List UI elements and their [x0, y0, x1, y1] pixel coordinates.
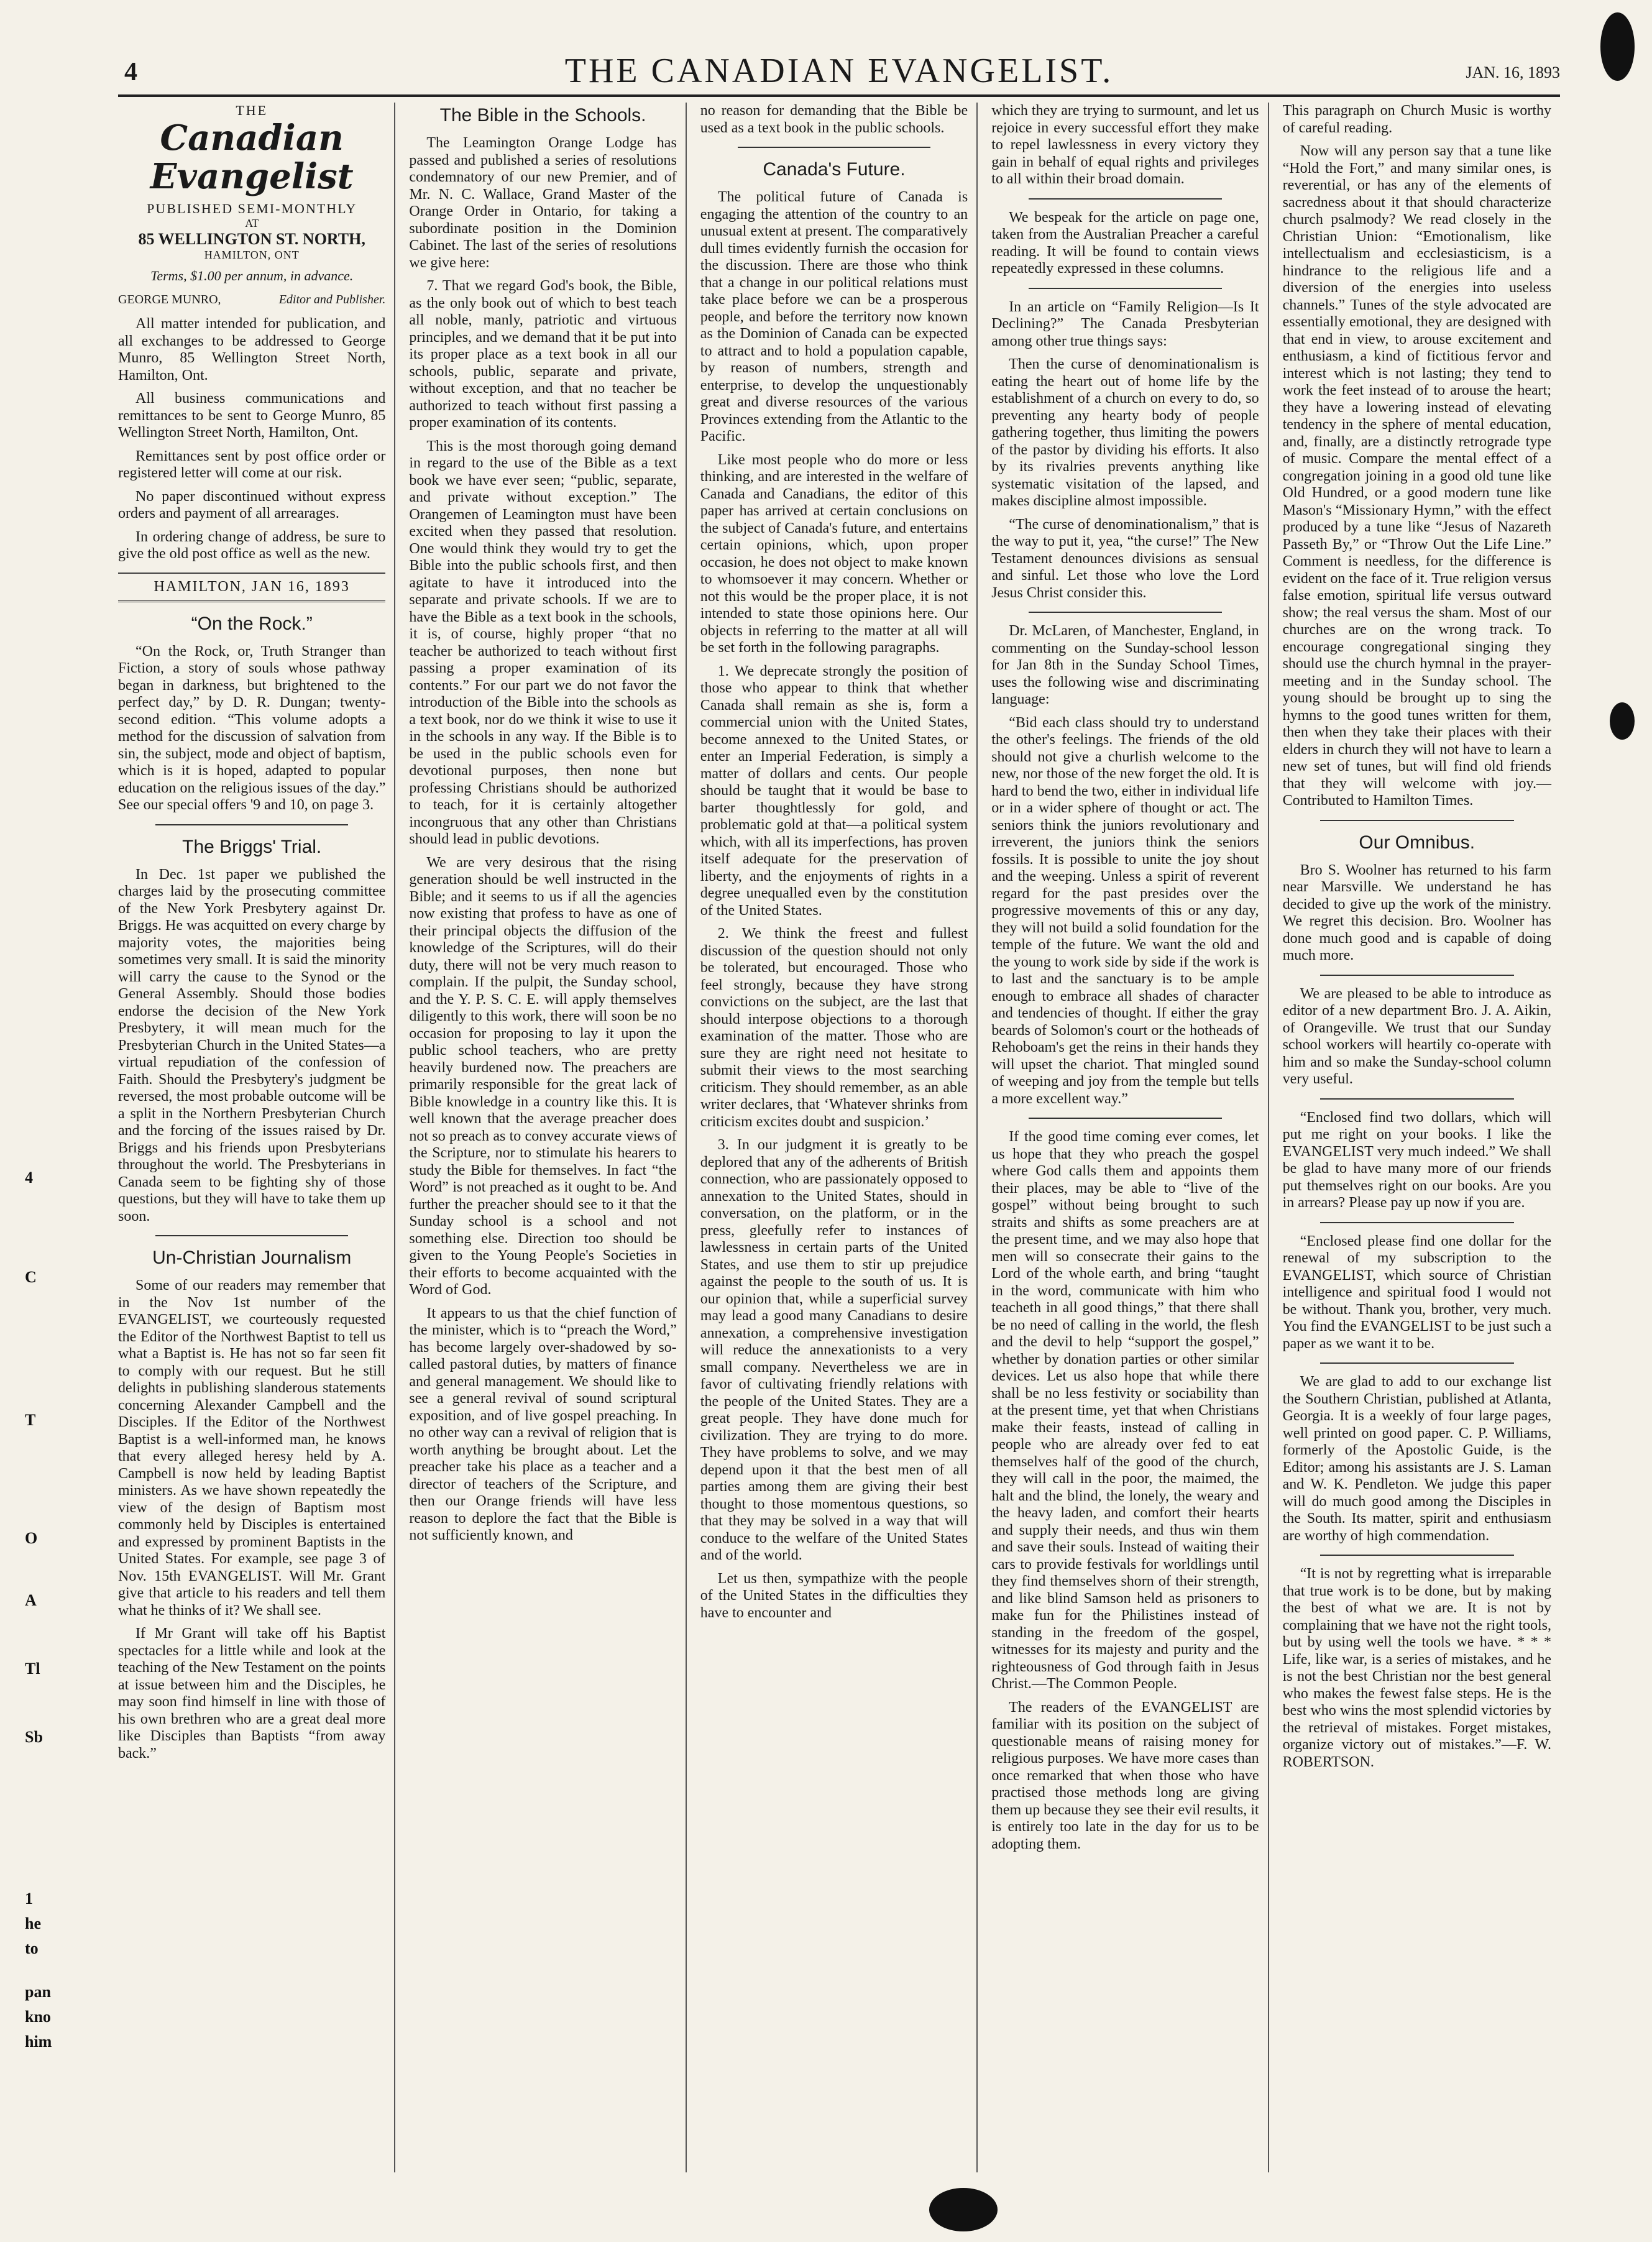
article-paragraph: Let us then, sympathize with the people of the United States in the difficulties they have to encounter and [700, 1570, 968, 1621]
margin-fragment: Tl [25, 1660, 40, 1678]
page-header [118, 51, 1560, 97]
margin-fragment: C [25, 1268, 37, 1286]
margin-fragment: O [25, 1529, 38, 1547]
quoted-paragraph: “It is not by regretting what is irreparable that true work is to be done, but by making the best of what we are. It is not by complaining that we have not the right tools, but by using well the tools we have. * * * Life, like war, is a series of mistakes, and he is not the best Christian nor the best general who makes the fewest false steps. He is the best who wins the most splendid victories by the retrieval of mistakes. Forget mistakes, organize victory out of mistakes.”—F. W. ROBERTSON. [1282, 1566, 1551, 1770]
article-paragraph: In an article on “Family Religion—Is It Declining?” The Canada Presbyterian among other true things says: [991, 298, 1259, 349]
margin-fragment: to [25, 1939, 39, 1957]
article-paragraph: Some of our readers may remember that in the Nov 1st number of the EVANGELIST, we courteously requested the Editor of the Northwest Baptist to tell us what a Baptist is. He has not so far seen fit to comply with our request. But he still delights in publishing slanderous statements concerning Alexander Campbell and the Disciples. If the Editor of the Northwest Baptist is a well-informed man, he knows that every alleged heresy held by A. Campbell is now held by leading Baptist ministers. As we have shown repeatedly the view of the design of Baptism most commonly held by Disciples is entertained and expressed by prominent Baptists in the United States. For example, see page 3 of Nov. 15th EVANGELIST. Will Mr. Grant give that article to his readers and tell them what he thinks of it? We shall see. [118, 1277, 386, 1619]
divider [1320, 820, 1514, 821]
column-5 [1283, 103, 1560, 2172]
masthead-terms: Terms, $1.00 per annum, in advance. [150, 268, 354, 283]
margin-fragment: 1 [25, 1890, 33, 1908]
margin-fragment: pan [25, 1983, 51, 2001]
article-paragraph: no reason for demanding that the Bible be used as a text book in the public schools. [700, 103, 968, 136]
quoted-paragraph: Then the curse of denominationalism is eating the heart out of home life by the establishment of a church on every to do, so preventing any hearty body of people gathering together, thus limiting the powers of the pastor by dividing his efforts. It also by its rivalries prevents anything like systematic visitation of the lapsed, and makes discipline almost impossible. [991, 356, 1259, 509]
margin-fragment: kno [25, 2008, 51, 2026]
margin-fragment: A [25, 1591, 37, 1609]
editor-role: Editor and Publisher. [278, 293, 386, 306]
divider [155, 1235, 348, 1236]
article-paragraph: If Mr Grant will take off his Baptist spectacles for a little while and look at the teaching of the New Testament on the points at issue between him and the Disciples, he may soon find himself in line with those of his own brethren who are a great deal more like Disciples than Baptists “from away back.” [118, 1625, 386, 1762]
article-columns [118, 103, 1560, 2172]
article-heading: Our Omnibus. [1359, 832, 1475, 853]
divider [155, 824, 348, 825]
margin-fragment: him [25, 2033, 52, 2051]
article-paragraph: We are glad to add to our exchange list the Southern Christian, published at Atlanta, Georgia. It is a weekly of four large pages, well printed on good paper. C. P. Williams, formerly of the Apostolic Guide, is the Editor; among his assistants are J. S. Laman and W. K. Pendleton. We judge this paper will do much good among the Disciples in the South. Its matter, spirit and enthusiasm are worthy of high commendation. [1282, 1374, 1551, 1544]
masthead-at: AT [245, 217, 259, 229]
article-paragraph: 7. That we regard God's book, the Bible, as the only book out of which to best teach all noble, manly, patriotic and virtuous principles, and we demand that it be put into its proper place as a text book in all our schools, public, separate and private, without exception, and that no teacher be authorized to teach without first passing a proper examination of its contents. [409, 278, 677, 431]
masthead [118, 103, 385, 284]
ink-blot [929, 2188, 998, 2231]
column-4 [991, 103, 1269, 2172]
divider [1320, 1222, 1514, 1223]
article-paragraph: We are very desirous that the rising generation should be well instructed in the Bible; and it seems to us if all the agencies now existing that profess to have as one of their principal objects the diffusion of the knowledge of the Scriptures, will do their duty, there will not be very much reason to complain. If the pulpit, the Sunday school, and the Y. P. S. C. E. will apply themselves diligently to this work, there will soon be no occasion for proposing to lay it upon the public school teachers, who are pretty heavily burdened now. The preachers are primarily responsible for the great lack of Bible knowledge in a country like this. It is well known that the average preacher does not so preach as to convey accurate views of the Scripture, nor to stimulate his hearers to study the Bible for themselves. In fact “the Word” is not preached as it ought to be. And further the preacher should see to it that the Sunday school is a school and not something else. Direction too should be given to the Young People's Societies in their efforts to become acquainted with the Word of God. [409, 854, 677, 1298]
masthead-notice: Remittances sent by post office order or registered letter will come at our risk. [118, 448, 386, 481]
article-heading: The Bible in the Schools. [439, 105, 646, 126]
issue-date: JAN. 16, 1893 [1466, 63, 1560, 81]
article-paragraph: “On the Rock, or, Truth Stranger than Fiction, a story of souls whose pathway began in darkness, but brightened to the perfect day,” by D. R. Dungan; twenty-second edition. “This volume adopts a method for the discussion of salvation from sin, the subject, mode and object of baptism, which is it is hoped, adapted to popular education on the religious issues of the day.” See our special offers '9 and 10, on page 3. [118, 643, 386, 813]
article-paragraph: “Enclosed find two dollars, which will put me right on your books. I like the EVANGELIST very much indeed.” We shall be glad to have many more of our friends put themselves right on our books. Are you in arrears? Please pay up now if you are. [1282, 1109, 1551, 1211]
article-paragraph: The political future of Canada is engaging the attention of the country to an unusual extent at present. The comparatively dull times evidently furnish the occasion for the discussion. There are those who think that a change in our political relations must take place before we can be a prosperous people, and before the territory now known as the Dominion of Canada can be expected to attract and to hold a population capable, by reason of numbers, strength and enterprise, to develop the unquestionably great and diverse resources of the various Provinces extending from the Atlantic to the Pacific. [700, 189, 968, 444]
article-paragraph: 3. In our judgment it is greatly to be deplored that any of the adherents of British connection, who are passionately opposed to annexation to the United States, should in conversation, on the platform, or in the press, gleefully refer to instances of lawlessness in certain parts of the United States, and use them to stir up prejudice against the people to the south of us. It is our opinion that, while a superficial survey may lead a good many Canadians to desire annexation, a comprehensive investigation will reduce the annexationists to a very small company. Nevertheless we are in favor of cultivating friendly relations with the people of the United States. They are a great people. They have done much for civilization. They are trying to do more. They have problems to solve, and we may depend upon it that the best men of all parties among them are giving their best thought to those momentous questions, so that they may be solved in a way that will conduce to the welfare of the United States and of the world. [700, 1137, 968, 1563]
column-3 [700, 103, 978, 2172]
ink-blot [1600, 12, 1635, 81]
margin-fragment: Sb [25, 1728, 43, 1746]
quoted-paragraph: “Bid each class should try to understand the other's feelings. The friends of the old should not give a churlish welcome to the new, nor those of the new forget the old. It is hard to bend the two, either in individual life or in a wider sphere of thought or act. The seniors think the juniors revolutionary and irreverent, the juniors think the seniors fossils. It is possible to unite the joy shout and the weeping. Unless a spirit of reverent regard for the past presides over the progressive movements of this or any day, they will not build a solid foundation for the temple of the future. We want the old and the young to work side by side if the work is to last and the sanctuary is to be ample enough to embrace all shades of character and tendencies of thought. If either the gray beards of Solomon's court or the hotheads of Rehoboam's get the reins in their hands they will upset the chariot. That mingled sound of weeping and joy from the temple but tells a more excellent way.” [991, 714, 1259, 1107]
article-paragraph: In Dec. 1st paper we published the charges laid by the prosecuting committee of the New York Presbytery against Dr. Briggs. He was acquitted on every charge by majority votes, the majorities being sometimes very small. It is said the minority will carry the cause to the Synod or the General Assembly. Should those bodies endorse the decision of the New York Presbytery, it will mean much for the Presbyterian Church in the United States—a virtual repudiation of the confession of Faith. Should the Presbytery's judgment be reversed, the most probable outcome will be a split in the Northern Presbyterian Church and the forcing of the issues raised by Dr. Briggs and his friends upon Presbyterians throughout the world. The Presbyterians in Canada seem to be fighting shy of those questions, but they will have to take them up soon. [118, 866, 386, 1224]
divider [1320, 975, 1514, 976]
margin-fragment: 4 [25, 1169, 33, 1187]
article-paragraph: Like most people who do more or less thinking, and are interested in the welfare of Canada and Canadians, the editor of this paper has arrived at certain conclusions on the subject of Canada's future, and entertains certain opinions, which, upon proper occasion, he does not object to make known to whomsoever it may concern. Whether or not this would be the proper place, it is not intended to state those opinions here. Our objects in referring to the matter at all will be set forth in the following paragraphs. [700, 451, 968, 656]
article-paragraph: 1. We deprecate strongly the position of those who appear to think that whether Canada shall remain as she is, form a commercial union with the United States, become annexed to the United States, or enter an Imperial Federation, is simply a matter of dollars and cents. Our people should be taught that it would be base to barter thoughtlessly for gold, and problematic gold at that—a political system which, with all its imperfections, has proven itself adequate for the preservation of liberty, and the enjoyments of rights in a degree unequalled even by the constitution of the United States. [700, 663, 968, 919]
editor-line [118, 293, 385, 307]
article-paragraph: Dr. McLaren, of Manchester, England, in commenting on the Sunday-school lesson for Jan 8th in the Sunday School Times, uses the following wise and discriminating language: [991, 623, 1259, 707]
divider [1029, 1118, 1221, 1119]
article-heading: The Briggs' Trial. [182, 836, 322, 857]
article-paragraph: The Leamington Orange Lodge has passed and published a series of resolutions condemnatory of our new Premier, and of Mr. N. C. Wallace, Grand Master of the Orange Order in Ontario, for taking a subordinate position in the Dominion Cabinet. The last of the series of resolutions we give here: [409, 135, 677, 271]
masthead-city: HAMILTON, ONT [204, 249, 300, 261]
newspaper-title: THE CANADIAN EVANGELIST. [564, 52, 1114, 90]
article-paragraph: which they are trying to surmount, and let us rejoice in every successful effort they make to repel lawlessness in every victory they gain in behalf of equal rights and privileges to all within their broad domain. [991, 103, 1259, 187]
divider [1320, 1098, 1514, 1100]
divider [1320, 1362, 1514, 1364]
article-paragraph: We bespeak for the article on page one, taken from the Australian Preacher a careful reading. It will be found to contain views repeatedly expressed in these columns. [991, 209, 1259, 277]
margin-fragment: T [25, 1411, 36, 1429]
divider [738, 147, 930, 148]
masthead-notice: All business communications and remittances to be sent to George Munro, 85 Wellington Street North, Hamilton, Ont. [118, 390, 386, 441]
divider [1320, 1555, 1514, 1556]
masthead-the: THE [236, 103, 268, 118]
masthead-name: Canadian Evangelist [150, 117, 354, 197]
dateline: HAMILTON, JAN 16, 1893 [118, 572, 385, 602]
article-paragraph: This paragraph on Church Music is worthy of careful reading. [1282, 103, 1551, 136]
column-2 [409, 103, 686, 2172]
article-paragraph: We are pleased to be able to introduce as editor of a new department Bro. J. A. Aikin, of Orangeville. We trust that our Sunday school workers will heartily co-operate with him and so make the Sunday-school column very useful. [1282, 985, 1551, 1087]
left-margin-fragments [0, 0, 93, 2242]
divider [1029, 288, 1221, 289]
column-1 [118, 103, 395, 2172]
article-heading: Canada's Future. [763, 159, 906, 180]
page-number: 4 [124, 58, 137, 86]
quoted-paragraph: Now will any person say that a tune like “Hold the Fort,” and many similar ones, is reverential, or has any of the elements of sacredness about it that should characterize church psalmody? We read closely in the Christian Union: “Emotionalism, like intellectualism and ecclesiasticism, is a hindrance to the religious life and a diversion of the energies into useless channels.” Tunes of the style advocated are essentially emotional, they are designed with that end in view, to arouse excitement and enthusiasm, a kind of fictitious fervor and interest which is not lasting; they tend to work the feet instead of to arouse the heart; they have a lowering instead of elevating tendency in the sphere of mental education, and, finally, are a distinctly retrograde type of music. Compare the mental effect of a congregation joining in a good old tune like Old Hundred, or a good modern tune like Mason's “Missionary Hymn,” with the effect produced by a tune like “Jesus of Nazareth Passeth By,” or “Throw Out the Life Line.” Comment is needless, for the difference is evident on the face of it. True religion versus false emotion, spiritual life versus outward show; the real versus the sham. Most of our churches are on the wrong track. To encourage congregational singing they should use the church hymnal in the prayer-meeting and in the Sunday school. The young should be brought up to sing the hymns to the good tunes written for them, then when they take their places with their elders in church they will not have to learn a new set of tunes, but will find old friends that they will welcome with joy.—Contributed to Hamilton Times. [1282, 143, 1551, 809]
article-paragraph: If the good time coming ever comes, let us hope that they who preach the gospel where God calls them and appoints them their places, may be able to “live of the gospel” without being brought to such straits and shifts as some preachers are at the present time, and we may also hope that men will so consecrate their gains to the Lord of the whole earth, and bring “taught in the word, communicate with him who teacheth in all good things,” that there shall be no need of calling in the world, the flesh and the devil to help “support the gospel,” whether by donation parties or other similar devices. Let us also hope that while there shall be no less festivity or sociability than at the present time, yet that when Christians make their feasts, instead of calling in people who are already over fed to eat themselves half of the good of the church, they will call in the poor, the maimed, the halt and the blind, the lonely, the weary and the heavy laden, and comfort their hearts and supply their needs, and thus win them and save their souls. Instead of waiting their cars to provide festivals for worldlings until they find themselves shorn of their strength, and like blind Samson held as prisoners to make fun for the Philistines instead of standing in the freedom of the gospel, witnesses for its majesty and purity and the righteousness of God through faith in Jesus Christ.—The Common People. [991, 1129, 1259, 1692]
article-paragraph: “The curse of denominationalism,” that is the way to put it, yea, “the curse!” The New Testament denounces divisions as sensual and sinful. Let those who love the Lord Jesus Christ consider this. [991, 516, 1259, 601]
divider [1029, 612, 1221, 613]
masthead-notice: All matter intended for publication, and all exchanges to be addressed to George Munro, 85 Wellington Street North, Hamilton, Ont. [118, 316, 386, 384]
article-paragraph: This is the most thorough going demand in regard to the use of the Bible as a text book we have ever seen; “public, separate, and private without exception.” The Orangemen of Leamington must have been excited when they passed that resolution. One would think they would try to get the Bible into the public schools first, and then agitate to have it introduced into the separate and private schools. If we are to have the Bible as a text book in the schools, it is, of course, highly proper “that no teacher be authorized to teach without first passing a proper examination of its contents.” For our part we do not favor the introduction of the Bible into the schools as a text book, nor do we think it wise to use it in the schools in any way. If the Bible is to be used in the public schools even for devotional purposes, then none but professing Christians should be authorized to teach, for it is certainly altogether incongruous that any other than Christians should lead in public devotions. [409, 438, 677, 847]
editor-name: GEORGE MUNRO, [118, 293, 221, 306]
article-paragraph: The readers of the EVANGELIST are familiar with its position on the subject of questionable means of raising money for religious purposes. We have more cases than once remarked that when those who have practised those methods long are giving them up because they see their evil results, it is entirely too late in the day for us to be adopting them. [991, 1699, 1259, 1852]
masthead-notice: In ordering change of address, be sure to give the old post office as well as the new. [118, 528, 386, 562]
masthead-notice: No paper discontinued without express orders and payment of all arrearages. [118, 488, 386, 521]
ink-blot [1610, 702, 1635, 740]
divider [1029, 198, 1221, 200]
margin-fragment: he [25, 1914, 41, 1932]
article-paragraph: Bro S. Woolner has returned to his farm near Marsville. We understand he has decided to give up the work of the ministry. We regret this decision. Bro. Woolner has done much good and is capable of doing much more. [1282, 861, 1551, 963]
article-paragraph: It appears to us that the chief function of the minister, which is to “preach the Word,” has become largely over-shadowed by so-called pastoral duties, by matters of finance and general management. We should like to see a general revival of sound scriptural exposition, and of live gospel preaching. In no other way can a revival of religion that is worth anything be brought about. Let the preacher take his place as a teacher and a director of teachers of the Scripture, and then our Orange friends will have less reason to deplore the fact that the Bible is not sufficiently known, and [409, 1305, 677, 1543]
masthead-address: 85 WELLINGTON ST. NORTH, [138, 230, 365, 248]
article-heading: Un-Christian Journalism [152, 1247, 352, 1268]
article-paragraph: “Enclosed please find one dollar for the renewal of my subscription to the EVANGELIST, which source of Christian intelligence and spiritual food I would not be without. Thank you, brother, very much. You find the EVANGELIST to be just such a paper as we want it to be. [1282, 1233, 1551, 1352]
article-heading: “On the Rock.” [191, 613, 313, 634]
masthead-published: PUBLISHED SEMI-MONTHLY [147, 201, 357, 216]
article-paragraph: 2. We think the freest and fullest discussion of the question should not only be tolerated, but encouraged. Those who feel strongly, because they have strong convictions on the subject, are the last that should interpose objections to a thorough examination of the matter. Those who are sure they are right need not hesitate to submit their views to the most searching criticism. They should remember, as an able writer declares, that ‘Whatever shrinks from criticism excites doubt and suspicion.’ [700, 926, 968, 1130]
